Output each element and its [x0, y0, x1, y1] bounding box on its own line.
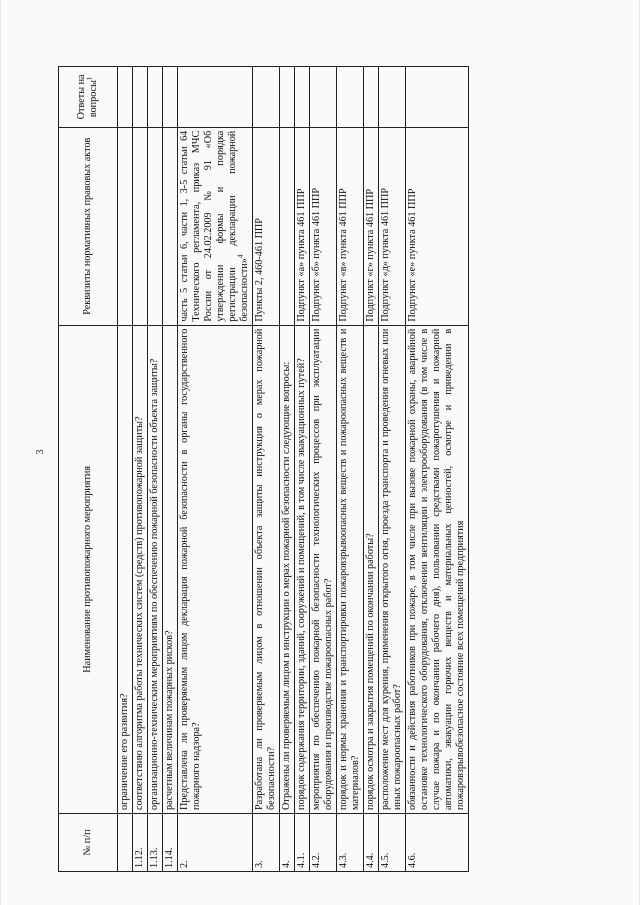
row-answer — [364, 67, 379, 128]
table-row — [379, 67, 406, 872]
row-text: Разработана ли проверяемым лицом в отношении объекта защиты инструкция о мерах пожарной безопасности? — [253, 325, 280, 813]
row-requisites — [133, 127, 148, 325]
row-requisites: Подпункт «д» пункта 461 ППР — [379, 127, 406, 325]
row-num: 1.13. — [148, 813, 163, 871]
table-row — [364, 67, 379, 872]
header-num: № п/п — [59, 813, 118, 871]
row-num: 3. — [253, 813, 280, 871]
header-requisites: Реквизиты нормативных правовых актов — [59, 127, 118, 325]
checklist-table — [58, 66, 469, 872]
row-answer — [406, 67, 469, 128]
header-answers-footnote: 1 — [85, 76, 94, 81]
row-answer — [118, 67, 133, 128]
row-text: Представлена ли проверяемым лицом декларация пожарной безопасности в органы государственного пожарного надзора? — [178, 325, 253, 813]
table-row — [178, 67, 253, 872]
row-requisites-footnote: 4 — [236, 254, 245, 259]
row-text: мероприятия по обеспечению пожарной безопасности технологических процессов при эксплуатации оборудования и производстве пожароопасных работ? — [310, 325, 337, 813]
row-num: 4. — [280, 813, 295, 871]
row-requisites — [163, 127, 178, 325]
row-answer — [178, 67, 253, 128]
row-text: порядок осмотра и закрытия помещений по окончании работы? — [364, 325, 379, 813]
row-text: организационно-техническим мероприятиям по обеспечению пожарной безопасности объекта защиты? — [148, 325, 163, 813]
rotated-table-container — [58, 66, 598, 872]
row-requisites: Подпункт «а» пункта 461 ППР — [295, 127, 310, 325]
row-requisites — [148, 127, 163, 325]
row-text: расчетным величинам пожарных рисков? — [163, 325, 178, 813]
row-num: 1.12. — [133, 813, 148, 871]
table-row — [253, 67, 280, 872]
row-answer — [133, 67, 148, 128]
row-answer — [163, 67, 178, 128]
row-answer — [310, 67, 337, 128]
table-row — [148, 67, 163, 872]
page-number: 3 — [35, 449, 46, 455]
row-num: 4.1. — [295, 813, 310, 871]
row-requisites: Подпункт «в» пункта 461 ППР — [337, 127, 364, 325]
row-requisites — [118, 127, 133, 325]
row-answer — [253, 67, 280, 128]
row-text: соответствию алгоритма работы технических систем (средств) противопожарной защиты? — [133, 325, 148, 813]
row-answer — [148, 67, 163, 128]
table-row — [280, 67, 295, 872]
table-row — [118, 67, 133, 872]
header-answers-label: Ответы на вопросы — [76, 74, 99, 120]
table-row — [310, 67, 337, 872]
row-answer — [295, 67, 310, 128]
header-answers — [59, 67, 118, 128]
row-requisites: Пункты 2, 460-461 ППР — [253, 127, 280, 325]
table-row — [133, 67, 148, 872]
row-text: порядок и нормы хранения и транспортировки пожаровзрывоопасных веществ и пожароопасных веществ и материалов? — [337, 325, 364, 813]
table-row — [163, 67, 178, 872]
row-num: 4.2. — [310, 813, 337, 871]
row-num: 4.4. — [364, 813, 379, 871]
row-num: 2. — [178, 813, 253, 871]
row-text: обязанности и действия работников при пожаре, в том числе при вызове пожарной охраны, аварийной остановке технологического оборудования, отключении вентиляции и электрооборудования (в том числе в случае пожара и по окончании рабочего дня), пользовании средствами пожаротушения и пожарной автоматики, эвакуации горючих веществ и материальных ценностей, осмотре и приведении в пожаровзрывобезопасное состояние всех помещений предприятия — [406, 325, 469, 813]
row-text: Отражены ли проверяемым лицом в инструкции о мерах пожарной безопасности следующие вопросы: — [280, 325, 295, 813]
row-requisites: Подпункт «е» пункта 461 ППР — [406, 127, 469, 325]
row-answer — [337, 67, 364, 128]
row-text: порядок содержания территории, зданий, сооружений и помещений, в том числе эвакуационных путей? — [295, 325, 310, 813]
row-num: 4.6. — [406, 813, 469, 871]
table-row — [295, 67, 310, 872]
row-answer — [280, 67, 295, 128]
row-num: 4.3. — [337, 813, 364, 871]
row-requisites — [280, 127, 295, 325]
table-row — [337, 67, 364, 872]
row-requisites: Подпункт «б» пункта 461 ППР — [310, 127, 337, 325]
row-requisites — [178, 127, 253, 325]
row-text: расположение мест для курения, применения открытого огня, проезда транспорта и проведения огневых или иных пожароопасных работ? — [379, 325, 406, 813]
row-num: 4.5. — [379, 813, 406, 871]
row-num — [118, 813, 133, 871]
row-text: ограничение его развития? — [118, 325, 133, 813]
row-requisites: Подпункт «г» пункта 461 ППР — [364, 127, 379, 325]
header-name: Наименование противопожарного мероприятия — [59, 325, 118, 813]
row-requisites-text: часть 5 статьи 6, части 1, 3-5 статьи 64 Технического регламента, приказ МЧС России от 24.02.2009 № 91 «Об утверждении формы и порядка регистрации декларации пожарной безопасности» — [179, 130, 250, 322]
row-num: 1.14. — [163, 813, 178, 871]
row-answer — [379, 67, 406, 128]
table-row — [406, 67, 469, 872]
table-header-row — [59, 67, 118, 872]
